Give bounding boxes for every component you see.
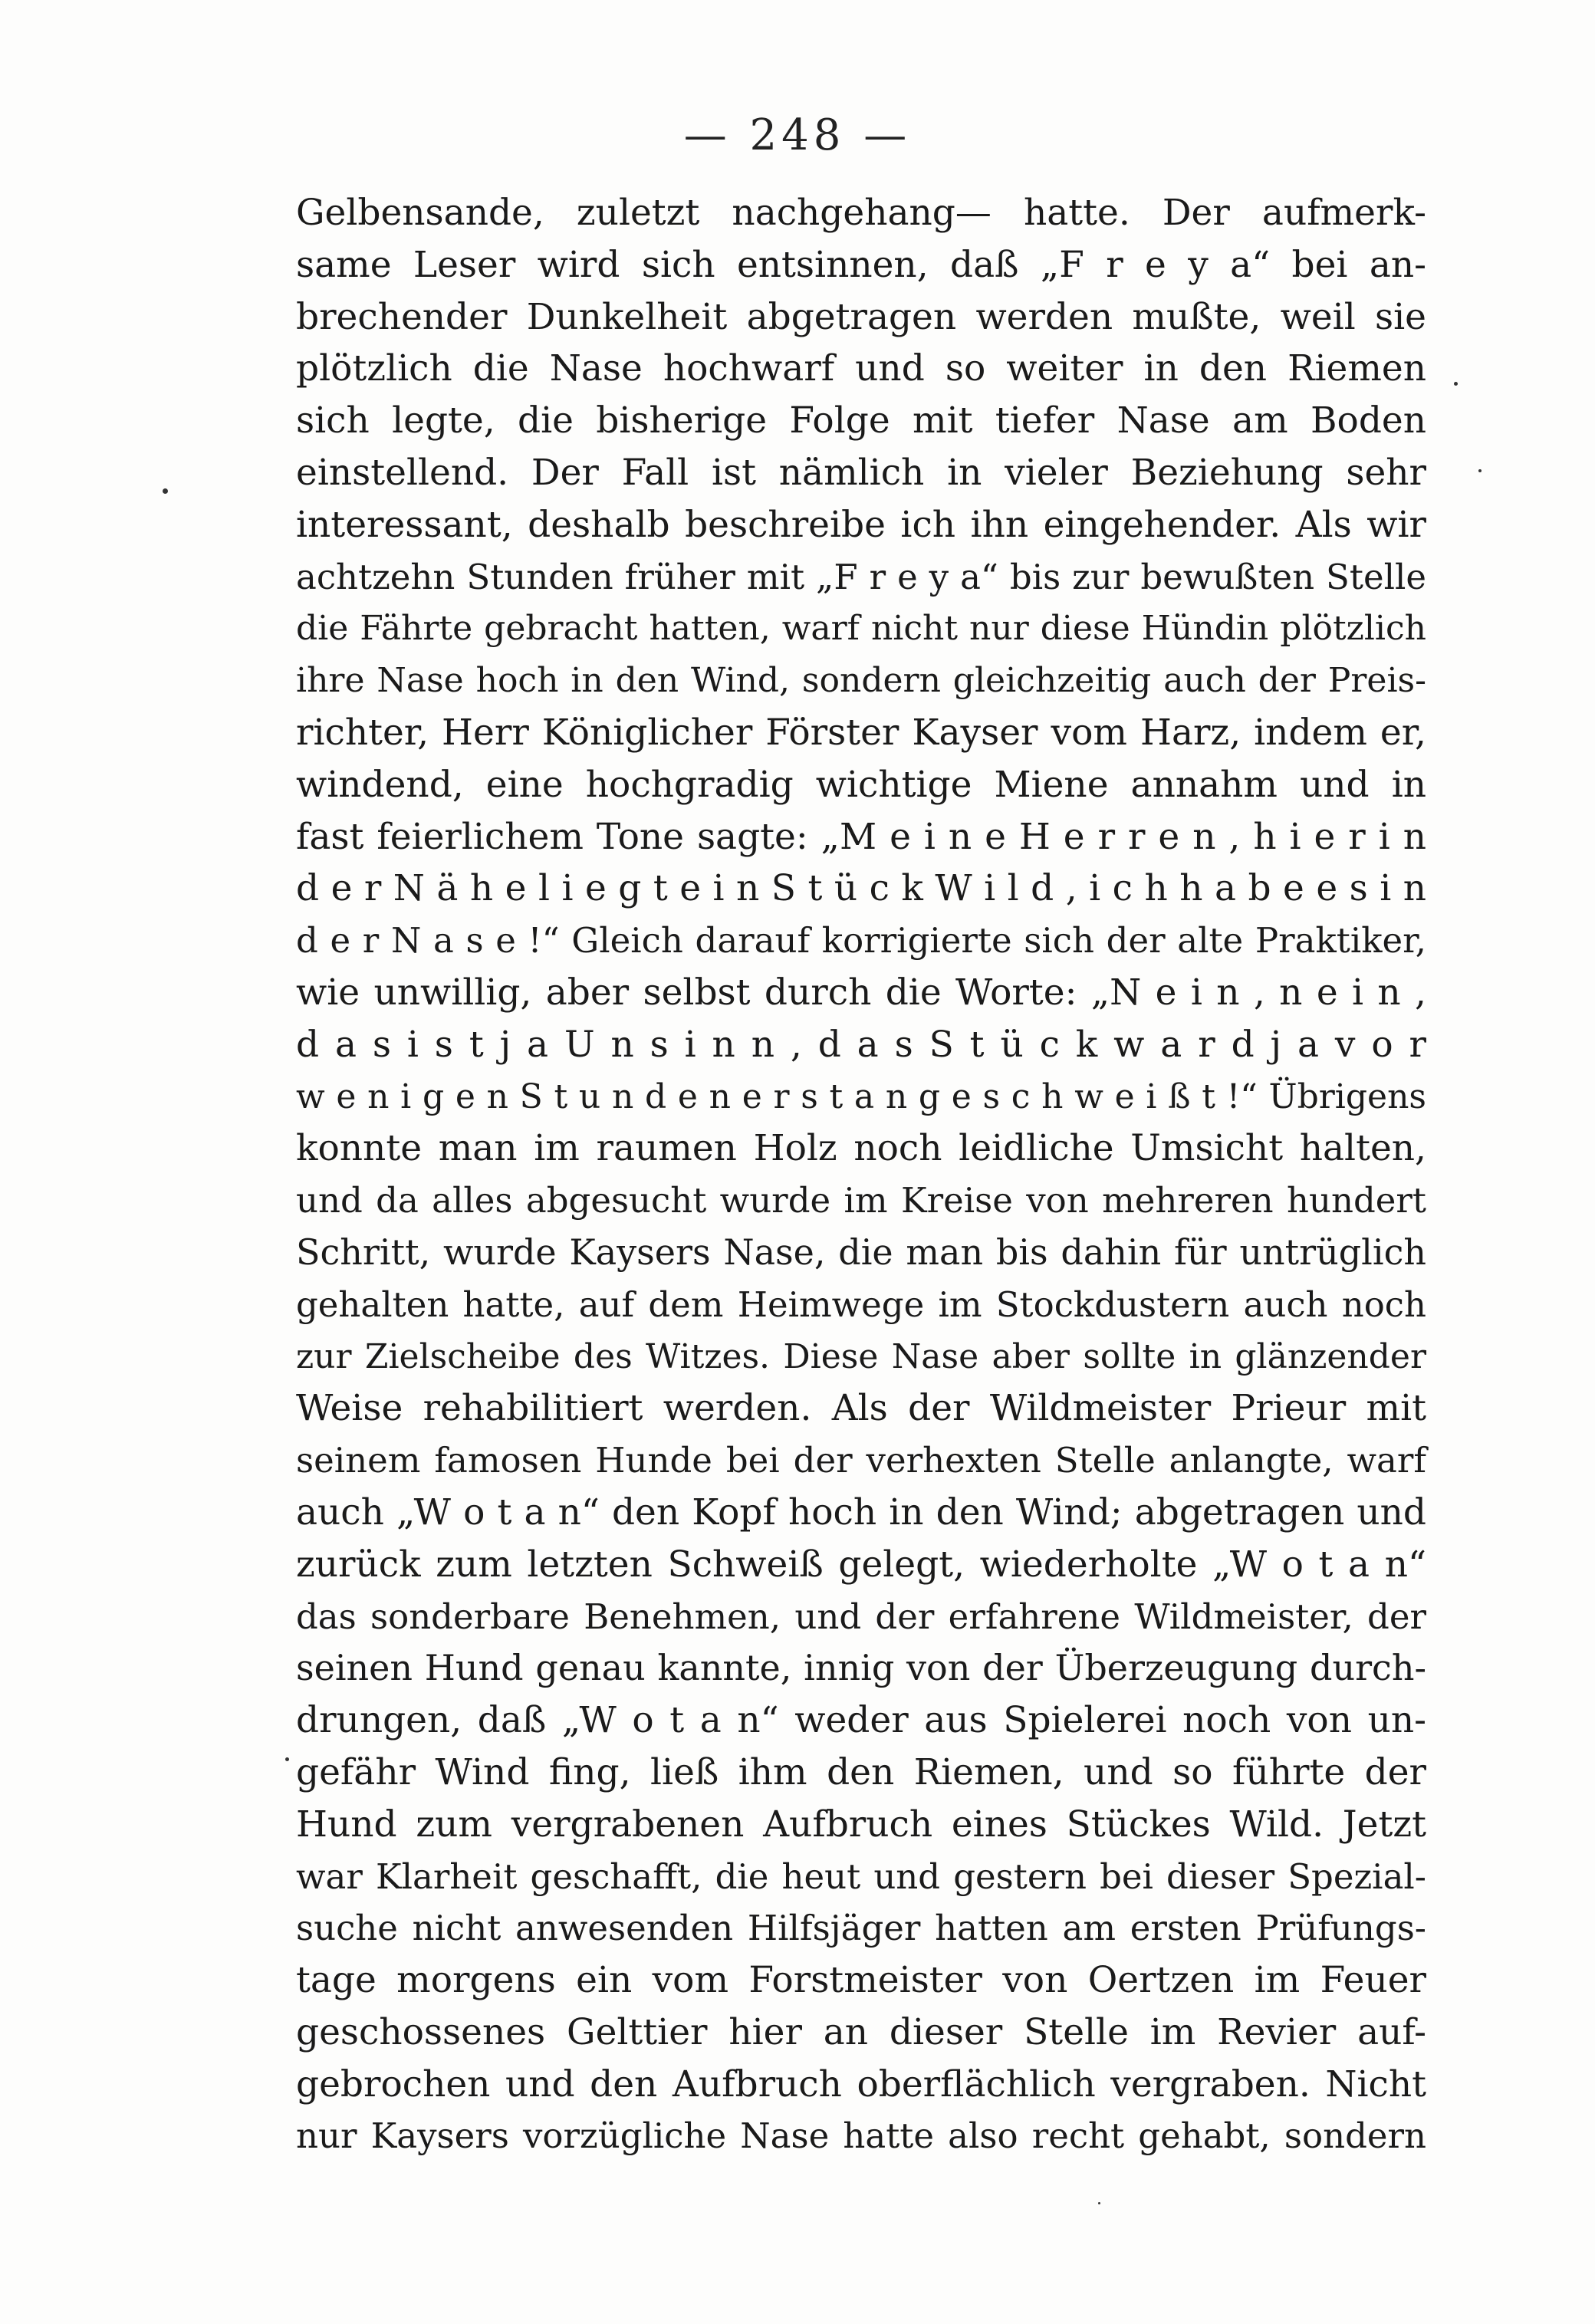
text-line: seinen Hund genau kannte, innig von der Überzeugung durch-	[296, 1647, 1426, 1689]
scan-speck	[163, 488, 168, 494]
text-line: gefähr Wind fing, ließ ihm den Riemen, und so führte der	[296, 1750, 1426, 1793]
text-line: geschossenes Gelttier hier an dieser Stelle im Revier auf-	[296, 2010, 1426, 2053]
text-line: seinem famosen Hunde bei der verhexten Stelle anlangte, warf	[296, 1440, 1426, 1481]
text-line: d e r N ä h e l i e g t e i n S t ü c k W i l d , i c h h a b e e s i n	[296, 867, 1426, 910]
text-line: konnte man im raumen Holz noch leidliche Umsicht halten,	[296, 1127, 1426, 1170]
text-line: zur Zielscheibe des Witzes. Diese Nase aber sollte in glänzender	[296, 1336, 1426, 1376]
text-line: tage morgens ein vom Forstmeister von Oertzen im Feuer	[296, 1959, 1426, 2002]
text-line: Hund zum vergrabenen Aufbruch eines Stückes Wild. Jetzt	[296, 1803, 1426, 1846]
text-line: und da alles abgesucht wurde im Kreise von mehreren hundert	[296, 1180, 1426, 1221]
text-line: gehalten hatte, auf dem Heimwege im Stockdustern auch noch	[296, 1284, 1426, 1325]
text-line: wie unwillig, aber selbst durch die Worte: „N e i n , n e i n ,	[296, 971, 1426, 1014]
text-line: w e n i g e n S t u n d e n e r s t a n g e s c h w e i ß t !“ Übrigens	[296, 1077, 1426, 1116]
text-line: d a s i s t j a U n s i n n , d a s S t ü c k w a r d j a v o r	[296, 1023, 1426, 1066]
text-line: das sonderbare Benehmen, und der erfahrene Wildmeister, der	[296, 1596, 1426, 1637]
text-line: Weise rehabilitiert werden. Als der Wildmeister Prieur mit	[296, 1387, 1426, 1430]
text-line: windend, eine hochgradig wichtige Miene annahm und in	[296, 763, 1426, 806]
text-line: drungen, daß „W o t a n“ weder aus Spielerei noch von un-	[296, 1699, 1426, 1742]
page-number: — 248 —	[683, 110, 912, 160]
body-text	[296, 187, 1426, 2162]
text-line: plötzlich die Nase hochwarf und so weiter in den Riemen	[296, 347, 1426, 390]
scan-speck	[1478, 469, 1482, 472]
text-line: d e r N a s e !“ Gleich darauf korrigierte sich der alte Praktiker,	[296, 920, 1426, 961]
text-line: sich legte, die bisherige Folge mit tiefer Nase am Boden	[296, 399, 1426, 442]
scan-speck	[1098, 2202, 1100, 2204]
text-line: einstellend. Der Fall ist nämlich in vieler Beziehung sehr	[296, 451, 1426, 494]
text-line: fast feierlichem Tone sagte: „M e i n e H e r r e n , h i e r i n	[296, 815, 1426, 858]
text-line: interessant, deshalb beschreibe ich ihn eingehender. Als wir	[296, 503, 1426, 546]
text-line: zurück zum letzten Schweiß gelegt, wiederholte „W o t a n“	[296, 1543, 1426, 1586]
scan-speck	[285, 1757, 289, 1761]
text-line: richter, Herr Königlicher Förster Kayser vom Harz, indem er,	[296, 711, 1426, 754]
text-line: Schritt, wurde Kaysers Nase, die man bis dahin für untrüglich	[296, 1231, 1426, 1273]
text-line: same Leser wird sich entsinnen, daß „F r e y a“ bei an-	[296, 243, 1426, 286]
text-line: gebrochen und den Aufbruch oberflächlich vergraben. Nicht	[296, 2063, 1426, 2105]
text-line: brechender Dunkelheit abgetragen werden mußte, weil sie	[296, 295, 1426, 338]
text-line: suche nicht anwesenden Hilfsjäger hatten am ersten Prüfungs-	[296, 1908, 1426, 1949]
text-line: nur Kaysers vorzügliche Nase hatte also recht gehabt, sondern	[296, 2115, 1426, 2157]
text-line: ihre Nase hoch in den Wind, sondern gleichzeitig auch der Preis-	[296, 661, 1426, 701]
text-line: auch „W o t a n“ den Kopf hoch in den Wind; abgetragen und	[296, 1491, 1426, 1533]
scan-speck	[1454, 382, 1458, 386]
text-line: die Fährte gebracht hatten, warf nicht nur diese Hündin plötzlich	[296, 609, 1426, 649]
text-line: achtzehn Stunden früher mit „F r e y a“ bis zur bewußten Stelle	[296, 556, 1426, 597]
text-line: war Klarheit geschafft, die heut und gestern bei dieser Spezial-	[296, 1856, 1426, 1897]
text-line: Gelbensande, zuletzt nachgehang— hatte. Der aufmerk-	[296, 192, 1426, 234]
